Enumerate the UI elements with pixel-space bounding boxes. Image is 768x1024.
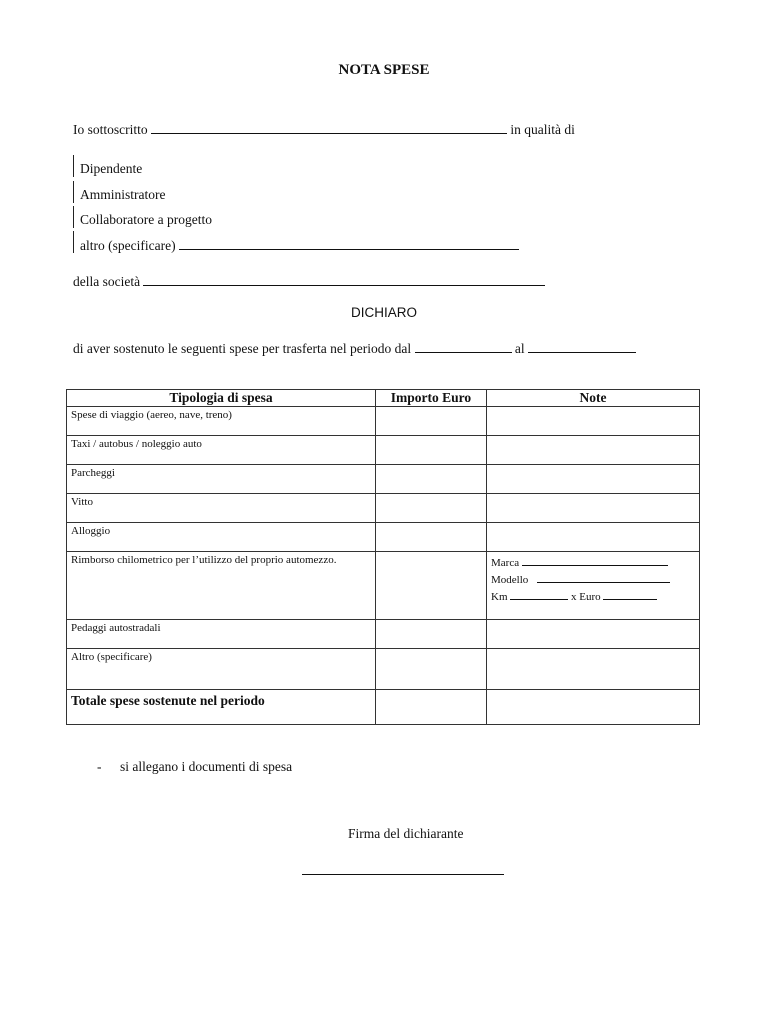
table-total-row	[67, 690, 700, 725]
row-label: Pedaggi autostradali	[67, 620, 376, 649]
table-row	[67, 494, 700, 523]
intro-label: Io sottoscritto	[73, 122, 148, 137]
row-label: Vitto	[67, 494, 376, 523]
document-title: NOTA SPESE	[338, 62, 430, 78]
bullet-dash: -	[97, 759, 102, 774]
total-label: Totale spese sostenute nel periodo	[67, 690, 376, 725]
altro-field[interactable]	[179, 237, 519, 250]
note-cell[interactable]	[487, 620, 700, 649]
total-note-cell[interactable]	[487, 690, 700, 725]
table-header-row	[67, 390, 700, 407]
note-cell[interactable]	[487, 407, 700, 436]
row-label: Rimborso chilometrico per l’utilizzo del proprio automezzo.	[67, 552, 376, 620]
option-altro: altro (specificare)	[80, 238, 176, 253]
row-label: Alloggio	[67, 523, 376, 552]
row-label: Taxi / autobus / noleggio auto	[67, 436, 376, 465]
note-cell[interactable]	[487, 436, 700, 465]
date-to-field[interactable]	[528, 340, 636, 353]
societa-label: della società	[73, 274, 141, 289]
table-row	[67, 620, 700, 649]
intro-line	[73, 121, 575, 138]
table-row	[67, 649, 700, 690]
header-importo: Importo Euro	[376, 390, 487, 407]
importo-cell[interactable]	[376, 465, 487, 494]
importo-cell[interactable]	[376, 552, 487, 620]
marca-field[interactable]	[522, 553, 668, 566]
option-dipendente: Dipendente	[80, 161, 143, 176]
x-euro-label: x Euro	[571, 591, 601, 603]
table-row	[67, 436, 700, 465]
societa-field[interactable]	[143, 273, 545, 286]
signature-line[interactable]	[302, 874, 504, 875]
km-label: Km	[491, 591, 508, 603]
modello-field[interactable]	[537, 570, 670, 583]
importo-cell[interactable]	[376, 523, 487, 552]
euro-km-field[interactable]	[603, 587, 657, 600]
date-from-field[interactable]	[415, 340, 512, 353]
option-collaboratore: Collaboratore a progetto	[80, 212, 212, 227]
allegano-text: si allegano i documenti di spesa	[120, 759, 293, 774]
importo-cell[interactable]	[376, 649, 487, 690]
periodo-text: di aver sostenuto le seguenti spese per trasferta nel periodo dal	[73, 341, 412, 356]
firma-label: Firma del dichiarante	[348, 826, 464, 841]
row-label: Parcheggi	[67, 465, 376, 494]
table-row	[67, 407, 700, 436]
modello-label: Modello	[491, 574, 529, 586]
importo-cell[interactable]	[376, 494, 487, 523]
al-label: al	[514, 341, 525, 356]
note-cell[interactable]	[487, 465, 700, 494]
checkbox-collaboratore[interactable]	[73, 206, 74, 228]
row-label: Altro (specificare)	[67, 649, 376, 690]
checkbox-dipendente[interactable]	[73, 155, 74, 177]
checkbox-altro[interactable]	[73, 231, 74, 253]
checkbox-amministratore[interactable]	[73, 181, 74, 203]
vehicle-note-cell	[487, 552, 700, 620]
name-field[interactable]	[151, 121, 507, 134]
expenses-table	[66, 389, 700, 725]
periodo-line	[73, 340, 636, 357]
note-cell[interactable]	[487, 649, 700, 690]
row-label: Spese di viaggio (aereo, nave, treno)	[67, 407, 376, 436]
societa-line	[73, 273, 545, 290]
option-altro-line	[80, 237, 519, 254]
option-amministratore: Amministratore	[80, 187, 166, 202]
header-tipologia: Tipologia di spesa	[67, 390, 376, 407]
note-cell[interactable]	[487, 523, 700, 552]
header-note: Note	[487, 390, 700, 407]
table-row	[67, 465, 700, 494]
marca-label: Marca	[491, 557, 520, 569]
importo-cell[interactable]	[376, 620, 487, 649]
table-row	[67, 523, 700, 552]
importo-cell[interactable]	[376, 436, 487, 465]
importo-cell[interactable]	[376, 407, 487, 436]
km-field[interactable]	[510, 587, 568, 600]
in-qualita-label: in qualità di	[510, 122, 575, 137]
table-row	[67, 552, 700, 620]
dichiaro-heading: DICHIARO	[350, 305, 417, 320]
note-cell[interactable]	[487, 494, 700, 523]
total-importo-cell[interactable]	[376, 690, 487, 725]
